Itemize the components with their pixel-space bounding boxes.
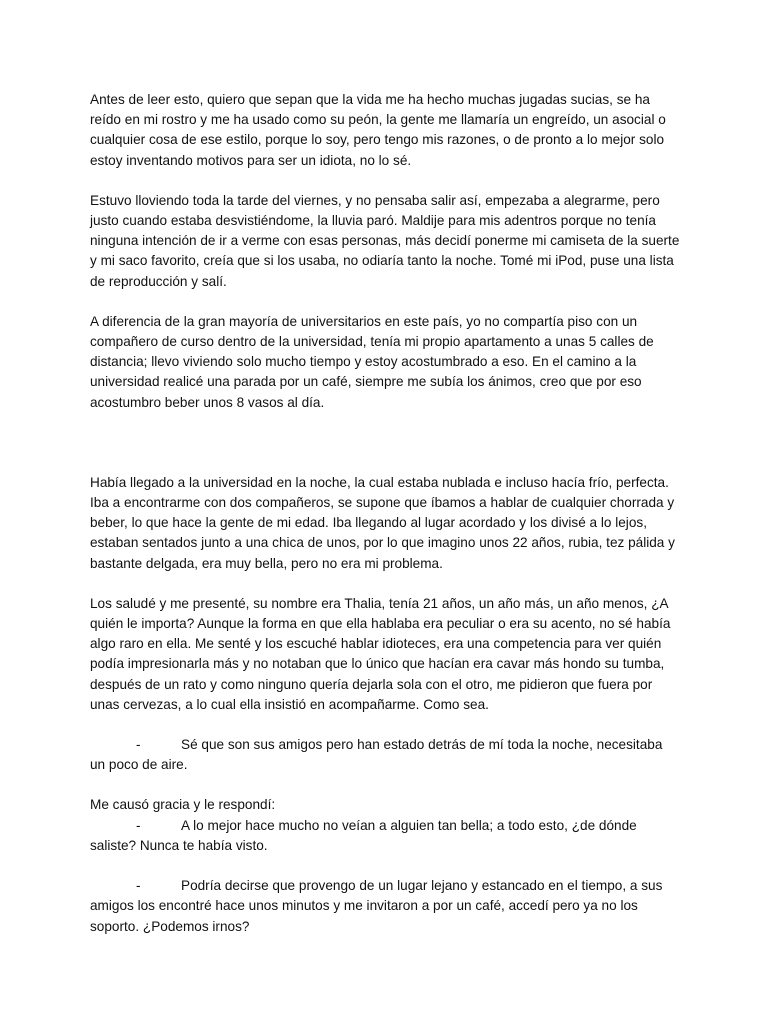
dialog-first-line (90, 735, 680, 755)
dialog-text-first: Sé que son sus amigos pero han estado detrás de mí toda la noche, necesitaba (181, 737, 663, 753)
dialog-line-3 (90, 876, 680, 937)
dialog-line-2 (90, 795, 680, 856)
paragraph-5: Los saludé y me presenté, su nombre era Thalia, tenía 21 años, un año más, un año menos, ¿A quién le importa? Aunque la forma en que ella hablaba era peculiar o era su acento, no sé había algo raro en ella. Me senté y los escuché hablar idioteces, era una competencia para ver quién podía impresionarla más y no notaban que lo único que hacían era cavar más hondo su tumba, después de un rato y como ninguno quería dejarla sola con el otro, me pidieron que fuera por unas cervezas, a lo cual ella insistió en acompañarme. Como sea. (90, 595, 671, 712)
dialog-line-1 (90, 735, 680, 775)
dialog-text-rest: un poco de aire. (90, 757, 188, 773)
dialog-text-rest: saliste? Nunca te había visto. (90, 837, 268, 853)
narration-line: Me causó gracia y le respondí: (90, 797, 276, 813)
dialog-first-line (90, 876, 680, 896)
dialog-dash: - (136, 817, 141, 833)
dialog-text-first: Podría decirse que provengo de un lugar lejano y estancado en el tiempo, a sus (181, 878, 663, 894)
paragraph-3: A diferencia de la gran mayoría de universitarios en este país, yo no compartía piso con un compañero de curso dentro de la universidad, tenía mi propio apartamento a unas 5 calles de distancia; llevo viviendo solo mucho tiempo y estoy acostumbrado a eso. En el camino a la universidad realicé una parada por un café, siempre me subía los ánimos, creo que por eso acostumbro beber unos 8 vasos al día. (90, 313, 654, 410)
dialog-text-rest: amigos los encontré hace unos minutos y me invitaron a por un café, accedí pero ya no los soporto. ¿Podemos irnos? (90, 898, 638, 934)
dialog-dash: - (136, 878, 141, 894)
blank-gap (90, 433, 680, 473)
paragraph-4: Había llegado a la universidad en la noche, la cual estaba nublada e incluso hacía frío, perfecta. Iba a encontrarme con dos compañeros, se supone que íbamos a hablar de cualquier chorrada y beber, lo que hace la gente de mi edad. Iba llegando al lugar acordado y los divisé a lo lejos, estaban sentados junto a una chica de unos, por lo que imagino unos 22 años, rubia, tez pálida y bastante delgada, era muy bella, pero no era mi problema. (90, 474, 675, 571)
document-page (90, 90, 680, 957)
dialog-dash: - (136, 737, 141, 753)
paragraph-2: Estuvo lloviendo toda la tarde del viernes, y no pensaba salir así, empezaba a alegrarme, pero justo cuando estaba desvistiéndome, la lluvia paró. Maldije para mis adentros porque no tenía ninguna intención de ir a verme con esas personas, más decidí ponerme mi camiseta de la suerte y mi saco favorito, creía que si los usaba, no odiaría tanto la noche. Tomé mi iPod, puse una lista de reproducción y salí. (90, 192, 680, 289)
dialog-first-line (90, 816, 680, 836)
paragraph-1: Antes de leer esto, quiero que sepan que la vida me ha hecho muchas jugadas sucias, se ha reído en mi rostro y me ha usado como su peón, la gente me llamaría un engreído, un asocial o cualquier cosa de ese estilo, porque lo soy, pero tengo mis razones, o de pronto a lo mejor solo estoy inventando motivos para ser un idiota, no lo sé. (90, 92, 666, 168)
dialog-text-first: A lo mejor hace mucho no veían a alguien tan bella; a todo esto, ¿de dónde (181, 817, 637, 833)
